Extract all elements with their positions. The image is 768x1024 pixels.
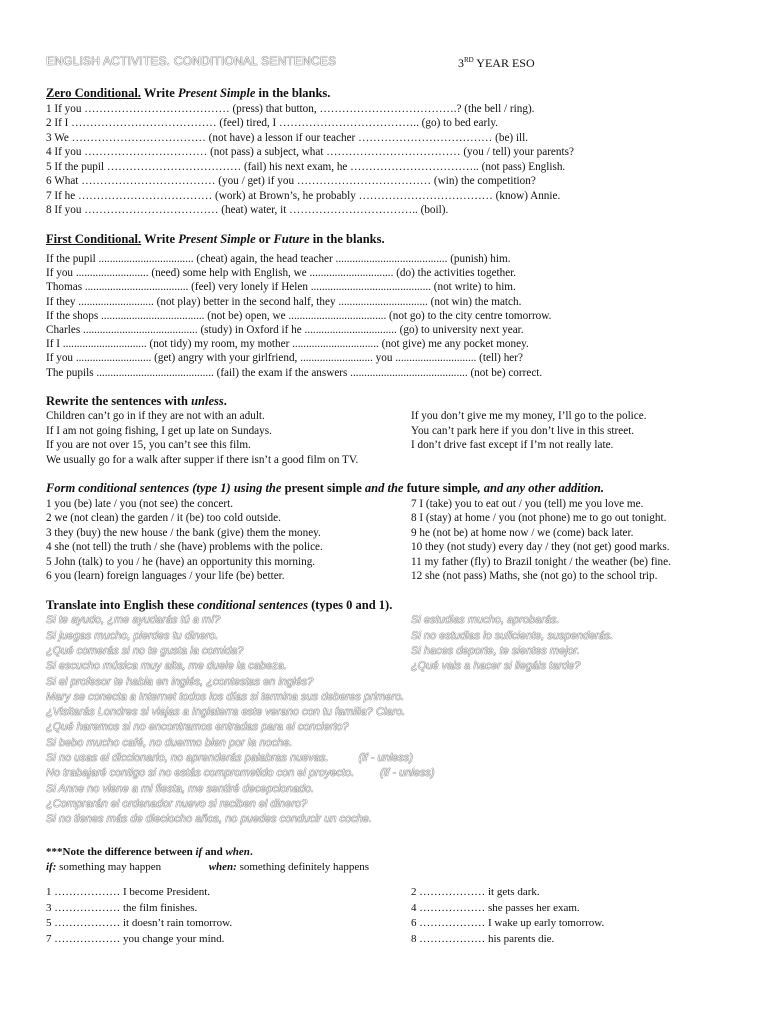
spanish-sentence: Si no tienes más de dieciocho años, no puedes conducir un coche. xyxy=(46,813,372,826)
exercise-line: 2 we (not clean) the garden / it (be) too cold outside. xyxy=(46,512,281,525)
exercise-line: We usually go for a walk after supper if there isn’t a good film on TV. xyxy=(46,453,359,466)
exercise-line: 8 ……………… his parents die. xyxy=(411,932,555,945)
exercise-line: 2 ……………… it gets dark. xyxy=(411,886,540,899)
unless-title: Rewrite the sentences with unless. xyxy=(46,393,227,408)
exercise-line: If you ........................... (get) angry with your girlfriend, .......................... you ............................. (tell) her? xyxy=(46,352,523,365)
exercise-line: 7 If he ……………………………… (work) at Brown’s, he probably ……………………………… (know) Annie. xyxy=(46,189,561,202)
exercise-line: 8 If you ……………………………… (heat) water, it …………………………….. (boil). xyxy=(46,204,449,216)
form-conditional-list xyxy=(46,497,736,584)
if-unless-hint: (if - unless) xyxy=(358,752,413,764)
exercise-line: 9 he (not be) at home now / we (come) back later. xyxy=(411,526,634,539)
exercise-line: You can’t park here if you don’t live in this street. xyxy=(411,424,635,437)
translate-list xyxy=(46,613,736,827)
exercise-line: 3 they (buy) the new house / the bank (give) them the money. xyxy=(46,526,321,539)
spanish-sentence: Si juegas mucho, pierdes tu dinero. xyxy=(46,629,219,642)
exercise-line: Children can’t go in if they are not with an adult. xyxy=(46,410,265,423)
if-unless-hint: (if - unless) xyxy=(380,767,435,780)
zero-conditional-list xyxy=(46,102,736,218)
exercise-line: 4 she (not tell) the truth / she (have) problems with the police. xyxy=(46,541,323,554)
exercise-line: 7 ……………… you change your mind. xyxy=(46,932,225,945)
spanish-sentence: ¿Qué vais a hacer si llegáis tarde? xyxy=(411,660,581,673)
spanish-sentence: Si te ayudo, ¿me ayudarás tú a mí? xyxy=(46,614,221,627)
exercise-line: The pupils .......................................... (fail) the exam if the answers .......................................... (not be) correct. xyxy=(46,366,543,379)
if-definition: something may happen xyxy=(56,860,162,873)
exercise-line: 2 If I ………………………………… (feel) tired, I ……………………………….. (go) to bed early. xyxy=(46,117,498,129)
spanish-sentence: Si Anne no viene a mi fiesta, me sentiré decepcionado. xyxy=(46,782,315,795)
zero-conditional-title: Zero Conditional. Write Present Simple in the blanks. xyxy=(46,86,331,100)
exercise-line: Thomas ..................................... (feel) very lonely if Helen ........................................... (not write) to him. xyxy=(46,281,516,294)
note-title: ***Note the difference between if and when. xyxy=(46,846,253,859)
exercise-line: 3 ……………… the film finishes. xyxy=(46,901,198,914)
when-definition: something definitely happens xyxy=(236,860,370,873)
exercise-line: If I am not going fishing, I get up late on Sundays. xyxy=(46,424,272,437)
spanish-sentence: Mary se conecta a Internet todos los días si termina sus deberes primero. xyxy=(46,690,405,703)
spanish-sentence: ¿Visitarás Londres si viajas a Inglaterra este verano con tu familia? Claro. xyxy=(46,706,406,719)
exercise-line: 1 If you ………………………………… (press) that button, ……………………………….? (the bell / ring). xyxy=(46,102,535,115)
if-when-exercise xyxy=(46,885,736,946)
spanish-sentence: Si no usas el diccionario, no aprenderás palabras nuevas. (if - unless) xyxy=(46,752,413,764)
exercise-line: 1 you (be) late / you (not see) the concert. xyxy=(46,497,234,510)
exercise-line: 1 ……………… I become President. xyxy=(46,886,211,899)
note-definitions xyxy=(46,860,736,875)
unless-list xyxy=(46,409,736,467)
exercise-line: If you .......................... (need) some help with English, we .............................. (do) the activities together. xyxy=(46,267,517,280)
spanish-sentence: ¿Qué haremos si no encontramos entradas para el concierto? xyxy=(46,721,349,734)
exercise-line: 4 If you …………………………… (not pass) a subject, what ……………………………… (you / tell) your parents? xyxy=(46,146,574,158)
worksheet-title: ENGLISH ACTIVITES. CONDITIONAL SENTENCES xyxy=(46,54,337,68)
exercise-line: 6 What ……………………………… (you / get) if you ……………………………… (win) the competition? xyxy=(46,175,536,187)
exercise-line: 12 she (not pass) Maths, she (not go) to the school trip. xyxy=(411,570,658,583)
translate-title: Translate into English these conditional sentences (types 0 and 1). xyxy=(46,597,393,612)
if-label: if: xyxy=(46,860,57,873)
exercise-line: If they ........................... (not play) better in the second half, they ................................ (not win) the match. xyxy=(46,295,522,308)
spanish-sentence: Si bebo mucho café, no duermo bien por la noche. xyxy=(46,736,293,749)
spanish-sentence: Si no estudias lo suficiente, suspenderás. xyxy=(411,629,614,642)
page-header xyxy=(46,52,736,70)
spanish-sentence: Si estudias mucho, aprobarás. xyxy=(411,614,560,627)
spanish-sentence: ¿Qué comerás si no te gusta la comida? xyxy=(46,644,244,657)
exercise-line: If I .............................. (not tidy) my room, my mother ............................... (not give) me any pocket money. xyxy=(46,338,529,351)
spanish-sentence: Si haces deporte, te sientes mejor. xyxy=(411,644,580,657)
exercise-line: 11 my father (fly) to Brazil tonight / the weather (be) fine. xyxy=(411,555,671,568)
first-conditional-title: First Conditional. Write Present Simple or Future in the blanks. xyxy=(46,231,385,246)
exercise-line: If the pupil .................................. (cheat) again, the head teacher ........................................ (punish) him. xyxy=(46,253,511,265)
exercise-line: 5 If the pupil ……………………………… (fail) his next exam, he …………………………….. (not pass) English. xyxy=(46,160,566,173)
first-conditional-list xyxy=(46,252,736,380)
exercise-line: 4 ……………… she passes her exam. xyxy=(411,901,580,914)
spanish-sentence: Si escucho música muy alta, me duele la cabeza. xyxy=(46,660,287,673)
exercise-line: 6 ……………… I wake up early tomorrow. xyxy=(411,917,605,930)
spanish-sentence: ¿Comprarán el ordenador nuevo si reciben el dinero? xyxy=(46,797,308,810)
exercise-line: 10 they (not study) every day / they (not get) good marks. xyxy=(411,541,670,554)
form-conditional-title: Form conditional sentences (type 1) using the present simple and the future simple, and any other addition. xyxy=(46,481,604,496)
exercise-line: 3 We ……………………………… (not have) a lesson if our teacher ……………………………… (be) ill. xyxy=(46,131,529,144)
exercise-line: 6 you (learn) foreign languages / your life (be) better. xyxy=(46,570,285,583)
exercise-line: 5 ……………… it doesn’t rain tomorrow. xyxy=(46,917,233,930)
spanish-sentence: No trabajaré contigo si no estás comprometido con el proyecto. (if - unless) xyxy=(46,767,435,780)
exercise-line: Charles ......................................... (study) in Oxford if he ................................. (go) to university next year. xyxy=(46,324,524,337)
spanish-sentence: Si el profesor te habla en inglés, ¿contestas en inglés? xyxy=(46,675,314,688)
exercise-line: If you don’t give me my money, I’ll go to the police. xyxy=(411,410,647,423)
exercise-line: If you are not over 15, you can’t see this film. xyxy=(46,439,251,452)
exercise-line: 8 I (stay) at home / you (not phone) me to go out tonight. xyxy=(411,512,667,525)
exercise-line: I don’t drive fast except if I’m not really late. xyxy=(411,439,614,452)
exercise-line: 5 John (talk) to you / he (have) an opportunity this morning. xyxy=(46,555,316,568)
when-label: when: xyxy=(208,860,237,873)
worksheet xyxy=(46,52,736,946)
exercise-line: 7 I (take) you to eat out / you (tell) me you love me. xyxy=(411,497,644,510)
course-level: 3RD YEAR ESO xyxy=(458,56,535,70)
exercise-line: If the shops ..................................... (not be) open, we ................................... (not go) to the city centre tomorrow. xyxy=(46,309,552,322)
